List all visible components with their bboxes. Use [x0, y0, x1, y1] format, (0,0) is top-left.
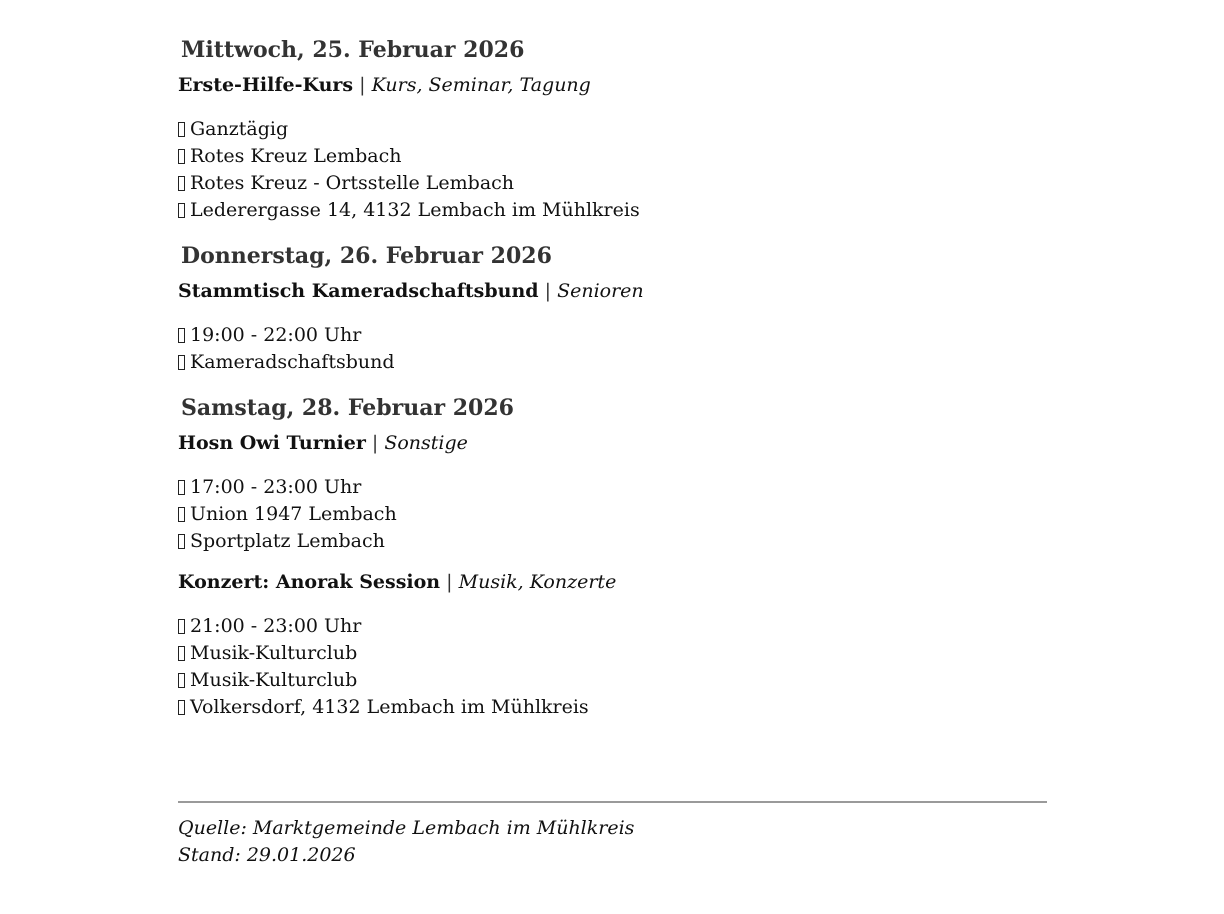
footer-divider	[178, 801, 1047, 803]
event-detail-text: Sportplatz Lembach	[190, 530, 385, 552]
day-heading: Donnerstag, 26. Februar 2026	[181, 243, 552, 269]
day-block	[178, 388, 1047, 721]
event-detail-item	[178, 143, 1047, 170]
event-detail-text: Rotes Kreuz - Ortsstelle Lembach	[190, 172, 515, 194]
event-detail-item	[178, 528, 1047, 555]
event-detail-text: Musik-Kulturclub	[190, 642, 358, 664]
event-detail-item	[178, 694, 1047, 721]
event-title: Konzert: Anorak Session	[178, 571, 441, 593]
location-pin-icon	[178, 203, 185, 218]
clock-icon	[178, 480, 185, 495]
footer-date: Stand: 29.01.2026	[178, 844, 356, 866]
event-entry	[178, 567, 1047, 721]
clock-icon	[178, 122, 185, 137]
event-detail-text: 17:00 - 23:00 Uhr	[190, 476, 362, 498]
event-detail-text: 19:00 - 22:00 Uhr	[190, 324, 362, 346]
event-separator: |	[371, 432, 379, 454]
event-separator: |	[359, 74, 366, 96]
event-detail-item	[178, 322, 1047, 349]
event-details	[178, 613, 1047, 721]
organizer-icon	[178, 646, 185, 661]
event-details	[178, 322, 1047, 376]
day-block	[178, 236, 1047, 376]
event-detail-item	[178, 197, 1047, 224]
footer	[178, 815, 634, 869]
clock-icon	[178, 328, 185, 343]
organizer-icon	[178, 355, 185, 370]
clock-icon	[178, 619, 185, 634]
organizer-icon	[178, 149, 185, 164]
event-detail-item	[178, 667, 1047, 694]
event-title: Stammtisch Kameradschaftsbund	[178, 280, 539, 302]
event-detail-item	[178, 501, 1047, 528]
event-detail-item	[178, 349, 1047, 376]
event-detail-item	[178, 613, 1047, 640]
event-detail-item	[178, 116, 1047, 143]
event-entry	[178, 70, 1047, 224]
event-list	[178, 30, 1047, 733]
event-details	[178, 116, 1047, 224]
location-pin-icon	[178, 700, 185, 715]
event-detail-item	[178, 474, 1047, 501]
venue-icon	[178, 534, 185, 549]
event-detail-item	[178, 640, 1047, 667]
day-heading: Mittwoch, 25. Februar 2026	[181, 37, 525, 63]
event-title-line	[178, 70, 1047, 100]
footer-source: Quelle: Marktgemeinde Lembach im Mühlkreis	[178, 817, 635, 839]
venue-icon	[178, 673, 185, 688]
event-detail-text: Ganztägig	[190, 118, 289, 140]
event-separator: |	[544, 280, 552, 302]
day-heading: Samstag, 28. Februar 2026	[181, 395, 514, 421]
event-title: Hosn Owi Turnier	[178, 432, 366, 454]
event-detail-text: 21:00 - 23:00 Uhr	[190, 615, 362, 637]
event-detail-text: Musik-Kulturclub	[190, 669, 358, 691]
event-separator: |	[446, 571, 453, 593]
organizer-icon	[178, 507, 185, 522]
event-details	[178, 474, 1047, 555]
event-detail-item	[178, 170, 1047, 197]
day-block	[178, 30, 1047, 224]
event-category: Musik, Konzerte	[458, 571, 617, 593]
event-detail-text: Rotes Kreuz Lembach	[190, 145, 402, 167]
event-title-line	[178, 567, 1047, 597]
event-detail-text: Kameradschaftsbund	[190, 351, 395, 373]
event-detail-text: Lederergasse 14, 4132 Lembach im Mühlkreis	[190, 199, 640, 221]
event-detail-text: Volkersdorf, 4132 Lembach im Mühlkreis	[190, 696, 589, 718]
event-category: Sonstige	[384, 432, 468, 454]
venue-icon	[178, 176, 185, 191]
event-category: Senioren	[557, 280, 644, 302]
event-entry	[178, 276, 1047, 376]
event-title: Erste-Hilfe-Kurs	[178, 74, 354, 96]
event-title-line	[178, 428, 1047, 458]
event-title-line	[178, 276, 1047, 306]
event-detail-text: Union 1947 Lembach	[190, 503, 397, 525]
event-category: Kurs, Seminar, Tagung	[371, 74, 591, 96]
event-entry	[178, 428, 1047, 555]
